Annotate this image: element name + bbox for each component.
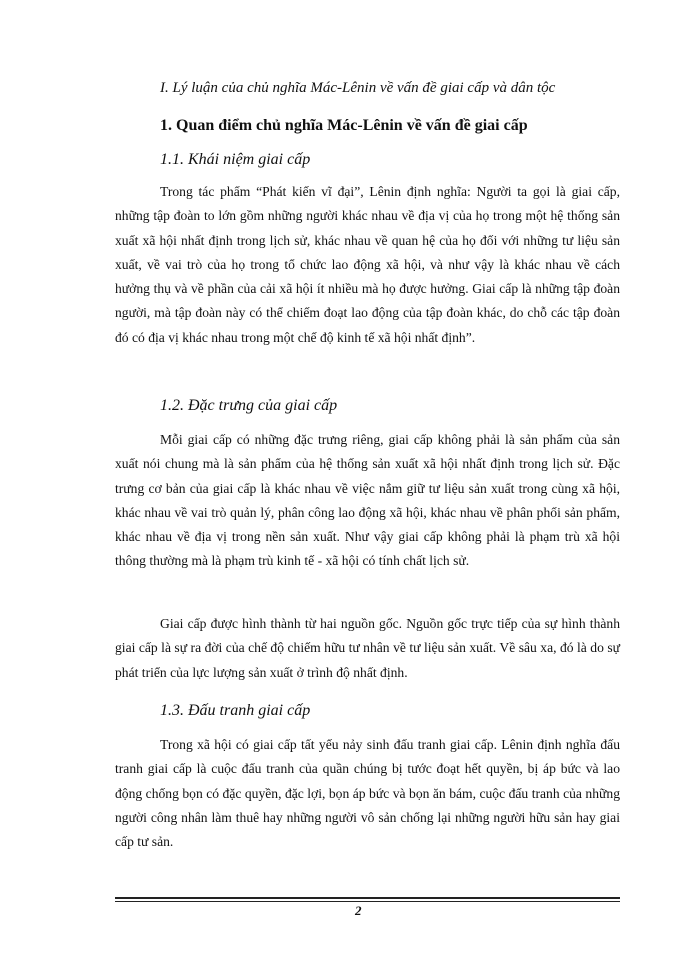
section-title: 1. Quan điểm chủ nghĩa Mác-Lênin về vấn đề giai cấp <box>160 117 528 134</box>
paragraph-class-definition: Trong tác phẩm “Phát kiến vĩ đại”, Lênin định nghĩa: Người ta gọi là giai cấp, những tập đoàn to lớn gồm những người khác nhau về địa vị của họ trong một hệ thống sản xuất xã hội nhất định trong lịch sử, khác nhau về quan hệ của họ đối với những tư liệu sản xuất, về vai trò của họ trong tổ chức lao động xã hội, và như vậy là khác nhau về cách hưởng thụ và về phần của cải xã hội ít nhiều mà họ được hưởng. Giai cấp là những tập đoàn người, mà tập đoàn này có thể chiếm đoạt lao động của tập đoàn khác, do chỗ các tập đoàn đó có địa vị khác nhau trong một chế độ kinh tế xã hội nhất định”. <box>115 184 620 345</box>
footer-rule-thick <box>115 897 620 899</box>
paragraph-class-struggle: Trong xã hội có giai cấp tất yếu nảy sinh đấu tranh giai cấp. Lênin định nghĩa đấu tranh giai cấp là cuộc đấu tranh của quần chúng bị tước đoạt hết quyền, bị áp bức và lao động chống bọn có đặc quyền, đặc lợi, bọn áp bức và bọn ăn bám, cuộc đấu tranh của những người công nhân làm thuê hay những người vô sản chống lại những người hữu sản hay giai cấp tư sản. <box>115 737 620 850</box>
footer-rule-thin <box>115 901 620 902</box>
paragraph-class-characteristics: Mỗi giai cấp có những đặc trưng riêng, giai cấp không phải là sản phẩm của sản xuất nói chung mà là sản phẩm của hệ thống sản xuất xã hội nhất định trong lịch sử. Đặc trưng cơ bản của giai cấp là khác nhau về việc nắm giữ tư liệu sản xuất trong cùng xã hội, khác nhau về vai trò quản lý, phân công lao động xã hội, khác nhau về phân phối sản phẩm, khác nhau về địa vị trong nền sản xuất. Như vậy giai cấp không phải là phạm trù xã hội thông thường mà là phạm trù kinh tế - xã hội có tính chất lịch sử. <box>115 432 620 569</box>
page-number: 2 <box>355 903 362 918</box>
subsection-title-1-1: 1.1. Khái niệm giai cấp <box>160 151 311 168</box>
subsection-title-1-3: 1.3. Đấu tranh giai cấp <box>160 702 311 719</box>
paragraph-class-origin: Giai cấp được hình thành từ hai nguồn gốc. Nguồn gốc trực tiếp của sự hình thành giai cấp là sự ra đời của chế độ chiếm hữu tư nhân về tư liệu sản xuất. Về sâu xa, đó là do sự phát triển của lực lượng sản xuất ở trình độ nhất định. <box>115 616 620 680</box>
subsection-title-1-2: 1.2. Đặc trưng của giai cấp <box>160 397 338 414</box>
part-title: I. Lý luận của chủ nghĩa Mác-Lênin về vấn đề giai cấp và dân tộc <box>160 80 556 96</box>
